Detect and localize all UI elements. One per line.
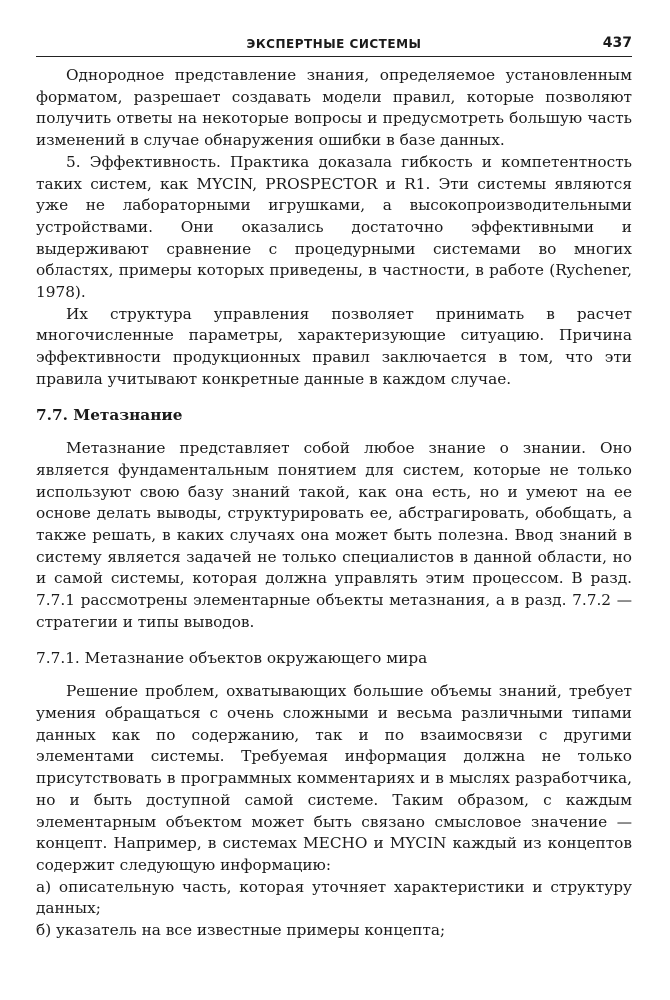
subsection-heading-world-objects: 7.7.1. Метазнание объектов окружающего мира <box>36 648 428 667</box>
list-item-descriptive-part: а) описательную часть, которая уточняет характеристики и структуру данных; <box>36 877 632 918</box>
paragraph-problem-solving: Решение проблем, охватывающих большие объемы знаний, требует умения обращаться с очень сложными и весьма различными типами данных как по содержанию, так и по взаимосвязи с другими элементами системы. Требуемая информация должна не только присутствовать в программных комментариях и в мыслях разработчика, но и быть доступной самой системе. Таким образом, с каждым элементарным объектом может быть связано смысловое значение — концепт. Например, в системах MECHO и MYCIN каждый из концептов содержит следующую информацию: <box>36 682 632 874</box>
section-heading-metaknowledge: 7.7. Метазнание <box>36 405 183 424</box>
paragraph-uniform-representation: Однородное представление знания, определяемое установленным форматом, разрешает создавать модели правил, которые позволяют получить ответы на некоторые вопросы и предусмотреть большую часть изменений в случае обнаружения ошибки в базе данных. <box>36 66 632 150</box>
book-page <box>36 30 632 942</box>
page-number: 437 <box>602 35 632 51</box>
page-body <box>36 65 632 942</box>
paragraph-control-structure: Их структура управления позволяет принимать в расчет многочисленные параметры, характеризующие ситуацию. Причина эффективности продукционных правил заключается в том, что эти правила учитывают конкретные данные в каждом случае. <box>36 304 632 388</box>
list-item-examples-pointer: б) указатель на все известные примеры концепта; <box>36 921 446 940</box>
paragraph-metaknowledge-definition: Метазнание представляет собой любое знание о знании. Оно является фундаментальным понятием для систем, которые не только используют свою базу знаний такой, как она есть, но и умеют на ее основе делать выводы, структурировать ее, абстрагировать, обобщать, а также решать, в каких случаях она может быть полезна. Ввод знаний в систему является задачей не только специалистов в данной области, но и самой системы, которая должна управлять этим процессом. В разд. 7.7.1 рассмотрены элементарные объекты метазнания, а в разд. 7.7.2 — стратегии и типы выводов. <box>36 439 632 631</box>
paragraph-efficiency: 5. Эффективность. Практика доказала гибкость и компетентность таких систем, как MYCIN, PROSPECTOR и R1. Эти системы являются уже не лабораторными игрушками, а высокопроизводительными устройствами. Они оказались достаточно эффективными и выдерживают сравнение с процедурными системами во многих областях, примеры которых приведены, в частности, в работе (Rychener, 1978). <box>36 152 632 302</box>
running-header <box>36 30 632 57</box>
running-header-title: ЭКСПЕРТНЫЕ СИСТЕМЫ <box>246 37 422 51</box>
